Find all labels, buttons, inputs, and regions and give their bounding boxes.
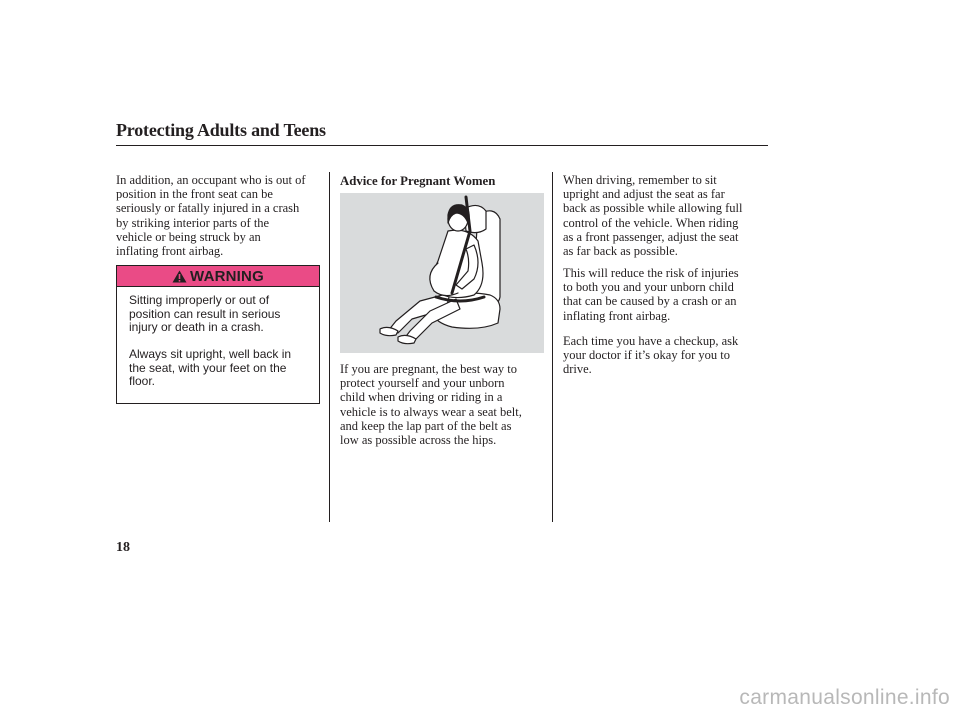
pregnant-woman-seatbelt-illustration [340,193,544,353]
intro-paragraph: In addition, an occupant who is out of position in the front seat can be seriously or fatally injured in a crash by striking interior parts of the vehicle or being struck by an inflating front airbag. [116,173,306,259]
column-divider-right [552,172,553,522]
watermark: carmanualsonline.info [739,686,950,709]
warning-box [116,265,320,404]
warning-text-2: Always sit upright, well back in the seat, with your feet on the floor. [129,347,292,389]
risk-reduction-paragraph: This will reduce the risk of injuries to both you and your unborn child that can be caused by a crash or an inflating front airbag. [563,266,739,323]
driving-posture-paragraph: When driving, remember to sit upright and adjust the seat as far back as possible while allowing full control of the vehicle. When riding as a front passenger, adjust the seat as far back as possible. [563,173,743,259]
section-heading: Advice for Pregnant Women [340,174,496,188]
warning-text-1: Sitting improperly or out of position can result in serious injury or death in a crash. [129,293,281,335]
title-divider [116,145,768,146]
warning-triangle-icon [172,270,187,283]
column-divider-left [329,172,330,522]
warning-label: WARNING [190,267,264,285]
warning-header [117,266,319,287]
pregnancy-advice-paragraph: If you are pregnant, the best way to protect yourself and your unborn child when driving or riding in a vehicle is to always wear a seat belt, and keep the lap part of the belt as low as possible across the hips. [340,362,522,448]
page-number: 18 [116,540,130,555]
page-title: Protecting Adults and Teens [116,120,326,140]
doctor-checkup-paragraph: Each time you have a checkup, ask your doctor if it’s okay for you to drive. [563,334,739,377]
